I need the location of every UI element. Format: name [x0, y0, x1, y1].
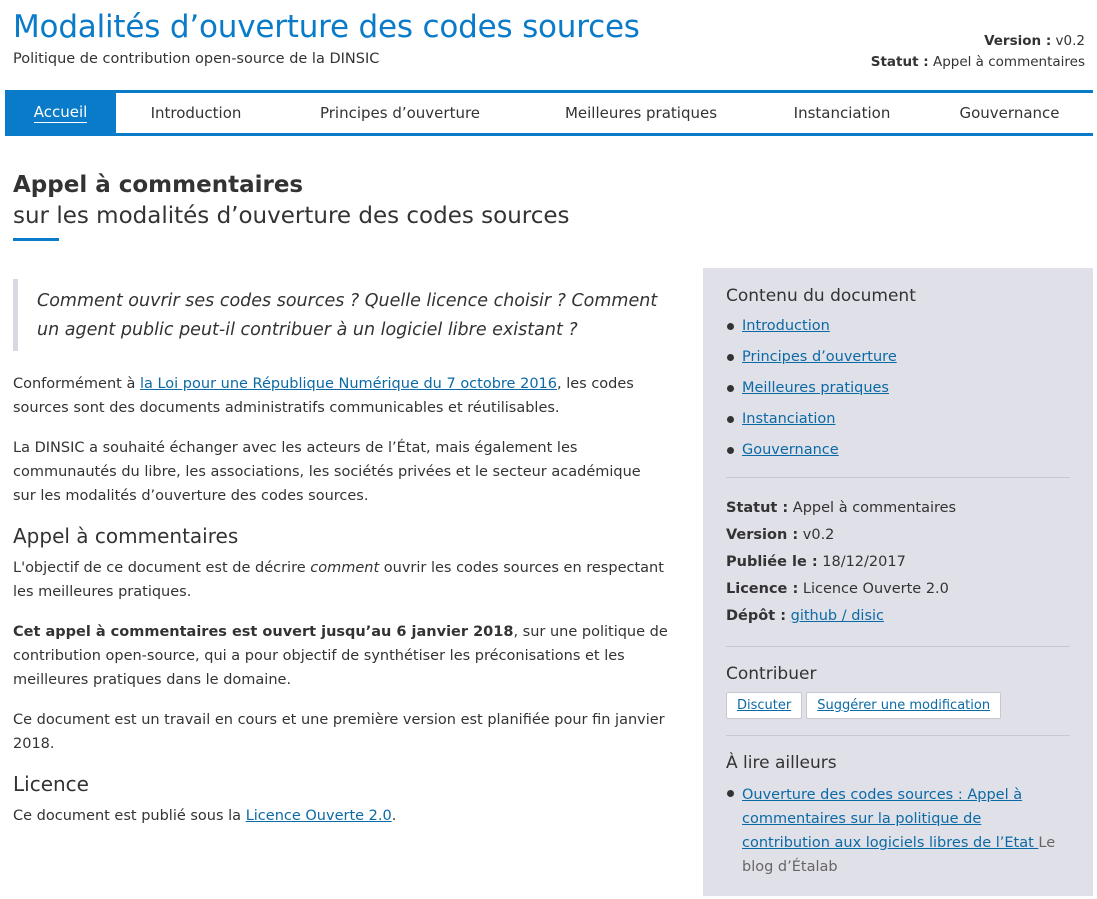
document-meta-header [871, 31, 1085, 73]
elsewhere-title: À lire ailleurs [726, 753, 837, 773]
nav-item-meilleures-pratiques[interactable] [524, 93, 758, 133]
nav-item-instanciation[interactable] [758, 93, 926, 133]
site-title: Modalités d’ouverture des codes sources [13, 9, 640, 45]
site-subtitle: Politique de contribution open-source de la DINSIC [13, 51, 380, 67]
emphasis: comment [310, 560, 380, 576]
paragraph-dinsic: La DINSIC a souhaité échanger avec les acteurs de l’État, mais également les communautés du libre, les associations, les sociétés privées et le secteur académique sur les modalités d’ouverture des codes sources. [13, 440, 641, 504]
nav-item-label: Introduction [150, 104, 242, 122]
discuss-button[interactable]: Discuter [726, 692, 802, 719]
status-label: Statut : [870, 54, 929, 70]
toc-link-introduction[interactable]: Introduction [742, 318, 830, 334]
elsewhere-link[interactable]: Ouverture des codes sources : Appel à commentaires sur la politique de contribution aux logiciels libres de l’Etat [742, 787, 1039, 851]
section-title-licence: Licence [13, 772, 89, 796]
nav-item-gouvernance[interactable] [926, 93, 1093, 133]
meta-published [726, 549, 1070, 576]
contribute-title: Contribuer [726, 664, 817, 684]
licence-link[interactable]: Licence Ouverte 2.0 [245, 808, 392, 824]
text: Ce document est publié sous la [13, 808, 246, 824]
title-underline [13, 238, 59, 241]
text: , les codes sources sont des documents administratifs communicables et réutilisables. [13, 376, 634, 416]
meta-label: Statut : [726, 500, 789, 516]
status-value: Appel à commentaires [932, 54, 1085, 70]
elsewhere-list [726, 783, 1070, 879]
page-subtitle: sur les modalités d’ouverture des codes sources [13, 203, 570, 229]
text: . [391, 808, 397, 824]
elsewhere-source: Le blog d’Étalab [742, 835, 1056, 875]
toc-link-principes[interactable]: Principes d’ouverture [742, 349, 897, 365]
intro-quote: Comment ouvrir ses codes sources ? Quelle licence choisir ? Comment un agent public peut-il contribuer à un logiciel libre existant ? [13, 279, 668, 351]
meta-value: Licence Ouverte 2.0 [798, 581, 949, 597]
divider [726, 477, 1070, 478]
meta-label: Dépôt : [726, 608, 786, 624]
meta-version [726, 522, 1070, 549]
nav-item-label: Gouvernance [959, 104, 1060, 122]
status-line [871, 52, 1085, 73]
toc-item [726, 347, 1070, 368]
version-value: v0.2 [1055, 33, 1085, 49]
meta-repo [726, 603, 1070, 630]
elsewhere-item [726, 783, 1070, 879]
divider [726, 646, 1070, 647]
toc-item [726, 440, 1070, 461]
paragraph-objective [13, 556, 668, 604]
meta-status [726, 495, 1070, 522]
main-nav [5, 90, 1093, 136]
toc-item [726, 409, 1070, 430]
paragraph-deadline [13, 620, 668, 692]
document-meta [726, 495, 1070, 630]
nav-item-label: Meilleures pratiques [564, 104, 718, 122]
nav-item-introduction[interactable] [116, 93, 276, 133]
text: , sur une politique de contribution open-source, qui a pour objectif de synthétiser les préconisations et les meilleures pratiques dans le domaine. [13, 624, 668, 688]
text: L'objectif de ce document est de décrire [13, 560, 311, 576]
meta-value: Appel à commentaires [788, 500, 957, 516]
law-link[interactable]: la Loi pour une République Numérique du 7 octobre 2016 [139, 376, 557, 392]
deadline-bold: Cet appel à commentaires est ouvert jusqu’au 6 janvier 2018 [13, 624, 514, 640]
meta-value: v0.2 [798, 527, 835, 543]
paragraph-law [13, 372, 668, 420]
text: ouvrir les codes sources en respectant les meilleures pratiques. [13, 560, 664, 600]
meta-license [726, 576, 1070, 603]
nav-item-label: Principes d’ouverture [319, 104, 481, 122]
toc-list [726, 316, 1070, 461]
nav-item-label: Instanciation [793, 104, 891, 122]
repo-link[interactable]: github / disic [790, 608, 885, 624]
toc-item [726, 316, 1070, 337]
divider [726, 735, 1070, 736]
paragraph-work-in-progress: Ce document est un travail en cours et une première version est planifiée pour fin janvier 2018. [13, 712, 665, 752]
contribute-actions [726, 692, 1070, 719]
nav-item-label: Accueil [33, 103, 88, 121]
toc-link-gouvernance[interactable]: Gouvernance [742, 442, 839, 458]
meta-label: Licence : [726, 581, 799, 597]
toc-title: Contenu du document [726, 286, 916, 306]
nav-item-accueil[interactable] [5, 93, 116, 133]
version-line [871, 31, 1085, 52]
meta-label: Publiée le : [726, 554, 818, 570]
page-title: Appel à commentaires [13, 172, 304, 198]
toc-item [726, 378, 1070, 399]
section-title-appel: Appel à commentaires [13, 524, 239, 548]
meta-label: Version : [726, 527, 799, 543]
text: Conformément à [13, 376, 140, 392]
main-content [13, 279, 668, 844]
toc-link-meilleures-pratiques[interactable]: Meilleures pratiques [742, 380, 889, 396]
version-label: Version : [984, 33, 1052, 49]
sidebar [703, 268, 1093, 896]
suggest-edit-button[interactable]: Suggérer une modification [806, 692, 1001, 719]
nav-item-principes[interactable] [276, 93, 524, 133]
toc-link-instanciation[interactable]: Instanciation [742, 411, 836, 427]
meta-value: 18/12/2017 [817, 554, 906, 570]
paragraph-licence [13, 804, 668, 828]
